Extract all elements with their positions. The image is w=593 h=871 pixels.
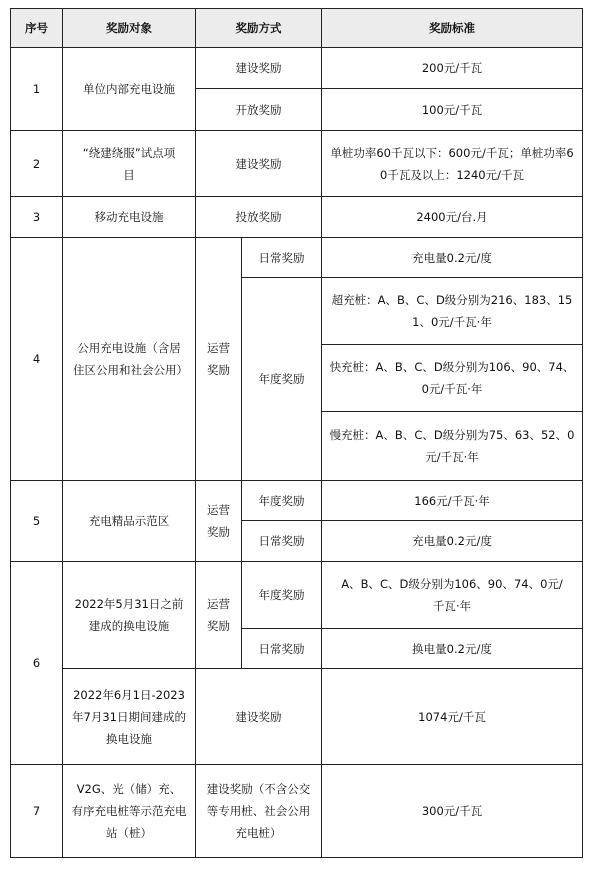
row6-std-annual: A、B、C、D级分别为106、90、74、0元/千瓦·年: [321, 561, 583, 629]
row7-target: V2G、光（储）充、有序充电桩等示范充电站（桩）: [62, 764, 196, 858]
row1-target: 单位内部充电设施: [62, 47, 196, 131]
row5-method: 运营奖励: [195, 480, 242, 562]
row2-method: 建设奖励: [195, 130, 322, 197]
row4-method: 运营奖励: [195, 237, 242, 481]
row6-target-a: 2022年5月31日之前建成的换电设施: [62, 561, 196, 669]
row3-target: 移动充电设施: [62, 196, 196, 238]
row3-method: 投放奖励: [195, 196, 322, 238]
row4-target: 公用充电设施（含居住区公用和社会公用）: [62, 237, 196, 481]
row3-standard: 2400元/台.月: [321, 196, 583, 238]
row4-sub-annual: 年度奖励: [241, 277, 322, 481]
row2-target: “绕建绕服”试点项目: [62, 130, 196, 197]
row6-no: 6: [10, 561, 63, 765]
row7-method: 建设奖励（不含公交等专用桩、社会公用充电桩）: [195, 764, 322, 858]
row4-sub-daily: 日常奖励: [241, 237, 322, 278]
header-target: 奖励对象: [62, 8, 196, 48]
row1-method-a: 建设奖励: [195, 47, 322, 89]
row2-standard: 单桩功率60千瓦以下：600元/千瓦；单桩功率60千瓦及以上：1240元/千瓦: [321, 130, 583, 197]
header-no: 序号: [10, 8, 63, 48]
row4-std-daily: 充电量0.2元/度: [321, 237, 583, 278]
header-standard: 奖励标准: [321, 8, 583, 48]
row5-sub-annual: 年度奖励: [241, 480, 322, 521]
row6-method-a: 运营奖励: [195, 561, 242, 669]
row7-no: 7: [10, 764, 63, 858]
row3-no: 3: [10, 196, 63, 238]
row6-sub-daily: 日常奖励: [241, 628, 322, 669]
row5-no: 5: [10, 480, 63, 562]
row2-no: 2: [10, 130, 63, 197]
row6-target-b: 2022年6月1日-2023年7月31日期间建成的换电设施: [62, 668, 196, 765]
row1-no: 1: [10, 47, 63, 131]
row1-standard-b: 100元/千瓦: [321, 88, 583, 131]
row4-std-fast: 快充桩：A、B、C、D级分别为106、90、74、0元/千瓦·年: [321, 344, 583, 412]
row4-no: 4: [10, 237, 63, 481]
row6-std-daily: 换电量0.2元/度: [321, 628, 583, 669]
header-method: 奖励方式: [195, 8, 322, 48]
row6-method-b: 建设奖励: [195, 668, 322, 765]
row6-std-b: 1074元/千瓦: [321, 668, 583, 765]
row4-std-slow: 慢充桩：A、B、C、D级分别为75、63、52、0元/千瓦·年: [321, 411, 583, 481]
row6-sub-annual: 年度奖励: [241, 561, 322, 629]
row4-std-super: 超充桩：A、B、C、D级分别为216、183、151、0元/千瓦·年: [321, 277, 583, 345]
row5-target: 充电精品示范区: [62, 480, 196, 562]
row5-std-daily: 充电量0.2元/度: [321, 520, 583, 562]
row1-standard-a: 200元/千瓦: [321, 47, 583, 89]
row1-method-b: 开放奖励: [195, 88, 322, 131]
row7-standard: 300元/千瓦: [321, 764, 583, 858]
row5-sub-daily: 日常奖励: [241, 520, 322, 562]
row5-std-annual: 166元/千瓦·年: [321, 480, 583, 521]
